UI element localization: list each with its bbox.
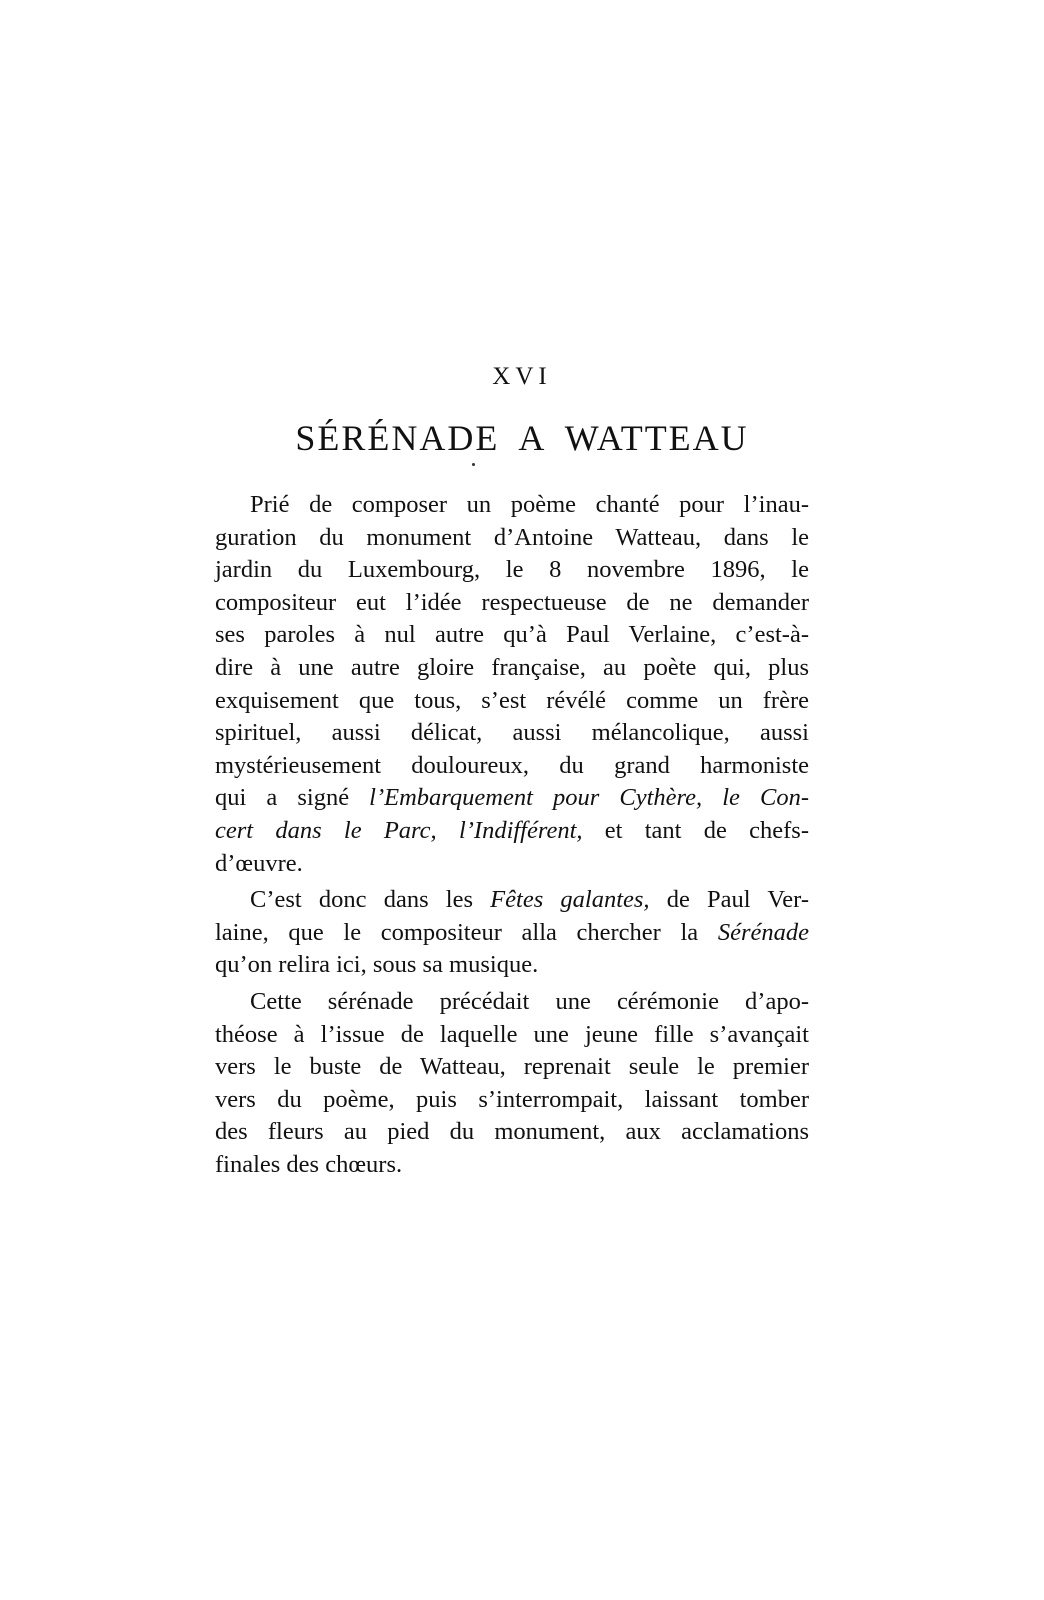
text-line: Cette sérénade précédait une cérémonie d’apo- [250, 987, 809, 1015]
text-line: jardin du Luxembourg, le 8 novembre 1896, le [215, 556, 809, 584]
italic-title-serenade: Sérénade [717, 918, 809, 946]
text-line: Prié de composer un poème chanté pour l’inau- [250, 491, 809, 518]
text-line: qui a signé l’Embarquement pour Cythère, le Con- [215, 784, 809, 812]
text-line: qu’on relira ici, sous sa musique. [215, 951, 539, 979]
chapter-number: XVI [492, 363, 552, 390]
ornament-dot [472, 463, 475, 466]
paragraph-3 [215, 986, 809, 1182]
chapter-title: SÉRÉNADE A WATTEAU [295, 418, 749, 458]
text-line: laine, que le compositeur alla chercher la Sérénade [215, 918, 809, 946]
text-line: d’œuvre. [215, 849, 303, 877]
text-line: des fleurs au pied du monument, aux acclamations [215, 1118, 809, 1146]
text-line: finales des chœurs. [215, 1150, 403, 1178]
text-line: mystérieusement douloureux, du grand harmoniste [215, 751, 809, 779]
paragraph-2 [215, 884, 809, 982]
text-line: C’est donc dans les Fêtes galantes, de Paul Ver- [250, 886, 810, 914]
body-text [215, 489, 809, 1181]
text-line: vers le buste de Watteau, reprenait seule le premier [215, 1053, 809, 1081]
text-line: exquisement que tous, s’est révélé comme un frère [215, 686, 809, 714]
text-line: dire à une autre gloire française, au poète qui, plus [215, 653, 809, 681]
text-line: vers du poème, puis s’interrompait, laissant tomber [215, 1085, 809, 1113]
text-line: compositeur eut l’idée respectueuse de ne demander [215, 588, 809, 616]
italic-title-embarquement: l’Embarquement pour Cythère, le Con- [369, 784, 809, 812]
text-line: ses paroles à nul autre qu’à Paul Verlaine, c’est-à- [215, 621, 809, 649]
text-line: théose à l’issue de laquelle une jeune fille s’avançait [215, 1020, 809, 1048]
text-line: cert dans le Parc, l’Indifférent, et tant de chefs- [215, 816, 809, 844]
text-line: spirituel, aussi délicat, aussi mélancolique, aussi [215, 719, 809, 747]
text-line: guration du monument d’Antoine Watteau, dans le [215, 523, 809, 551]
italic-title-fetes-galantes: Fêtes galantes, [490, 886, 650, 914]
italic-title-concert: cert dans le Parc, l’Indifférent, [215, 816, 583, 844]
paragraph-1 [215, 489, 809, 880]
